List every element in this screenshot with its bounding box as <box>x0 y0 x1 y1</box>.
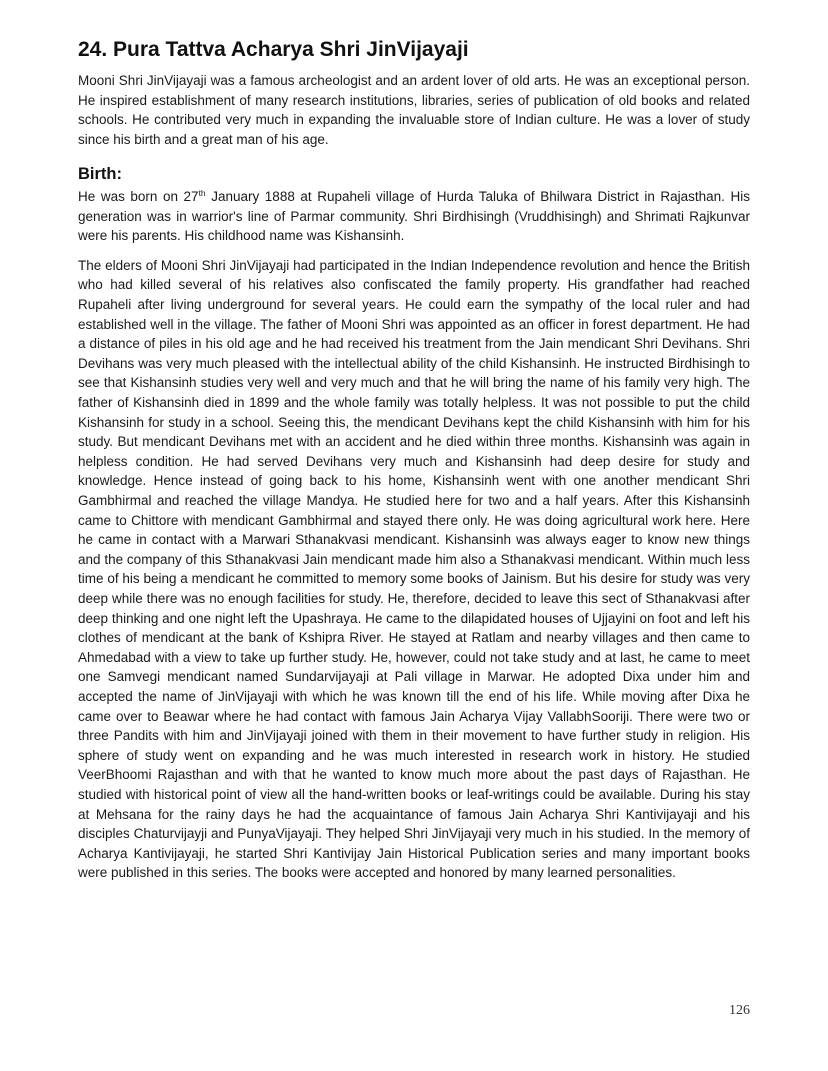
chapter-heading: 24. Pura Tattva Acharya Shri JinVijayaji <box>78 38 469 61</box>
birth-text-pre: He was born on 27 <box>78 189 199 205</box>
page-number: 126 <box>729 1003 750 1018</box>
birth-text-post: January 1888 at Rupaheli village of Hurda Taluka of Bhilwara District in Rajasthan. His generation was in warrior's line of Parmar community. Shri Birdhisingh (Vruddhisingh) and Shrimati Rajkunvar were his parents. His childhood name was Kishansinh. <box>78 189 750 244</box>
birth-paragraph-1 <box>78 187 750 246</box>
intro-paragraph: Mooni Shri JinVijayaji was a famous archeologist and an ardent lover of old arts. He was an exceptional person. He inspired establishment of many research institutions, libraries, series of publication of old books and related schools. He contributed very much in expanding the invaluable store of Indian culture. He was a lover of study since his birth and a great man of his age. <box>78 73 750 148</box>
ordinal-suffix: th <box>198 188 206 199</box>
birth-heading: Birth: <box>78 164 122 183</box>
birth-paragraph-2: The elders of Mooni Shri JinVijayaji had participated in the Indian Independence revolution and hence the British who had killed several of his relatives also confiscated the family property. His grandfather had reached Rupaheli after living underground for several years. He could earn the sympathy of the local ruler and had established well in the village. The father of Mooni Shri was appointed as an officer in forest department. He had a distance of piles in his old age and he had received his treatment from the Jain mendicant Shri Devihans. Shri Devihans was very much pleased with the intellectual ability of the child Kishansinh. He instructed Birdhisingh to see that Kishansinh studies very well and very much and that he will bring the name of his family very high. The father of Kishansinh died in 1899 and the whole family was totally helpless. It was not possible to put the child Kishansinh for study in a school. Seeing this, the mendicant Devihans kept the child Kishansinh with him for his study. But mendicant Devihans met with an accident and he died within three months. Kishansinh was again in helpless condition. He had served Devihans very much and Kishansinh had deep desire for study and knowledge. Hence instead of going back to his home, Kishansinh went with one another mendicant Shri Gambhirmal and reached the village Mandya. He studied here for two and a half years. After this Kishansinh came to Chittore with mendicant Gambhirmal and stayed there only. He was doing agricultural work here. Here he came in contact with a Marwari Sthanakvasi mendicant. Kishansinh was always eager to know new things and the company of this Sthanakvasi Jain mendicant made him also a Sthanakvasi mendicant. Within much less time of his being a mendicant he committed to memory some books of Jainism. But his desire for study was very deep while there was no enough facilities for study. He, therefore, decided to leave this sect of Sthanakvasi after deep thinking and one night left the Upashraya. He came to the dilapidated houses of Ujjayini on foot and left his clothes of mendicant at the bank of Kshipra River. He stayed at Ratlam and nearby villages and then came to Ahmedabad with a view to take up further study. He, however, could not take study and at last, he came to meet one Samvegi mendicant named Sundarvijayaji at Pali village in Marwar. He adopted Dixa under him and accepted the name of JinVijayaji with which he was known till the end of his life. While moving after Dixa he came over to Beawar where he had contact with famous Jain Acharya Vijay VallabhSooriji. There were two or three Pandits with him and JinVijayaji joined with them in their movement to have further study in religion. His sphere of study went on expanding and he was much interested in research work in history. He studied VeerBhoomi Rajasthan and with that he wanted to know much more about the past days of Rajasthan. He studied with historical point of view all the hand-written books or leaf-writings could be available. During his stay at Mehsana for the rainy days he had the acquaintance of famous Jain Acharya Shri Kantivijayaji and his disciples Chaturvijayji and PunyaVijayaji. They helped Shri JinVijayaji very much in his studied. In the memory of Acharya Kantivijayaji, he started Shri Kantivijay Jain Historical Publication series and many important books were published in this series. The books were accepted and honored by many learned personalities. <box>78 257 750 881</box>
